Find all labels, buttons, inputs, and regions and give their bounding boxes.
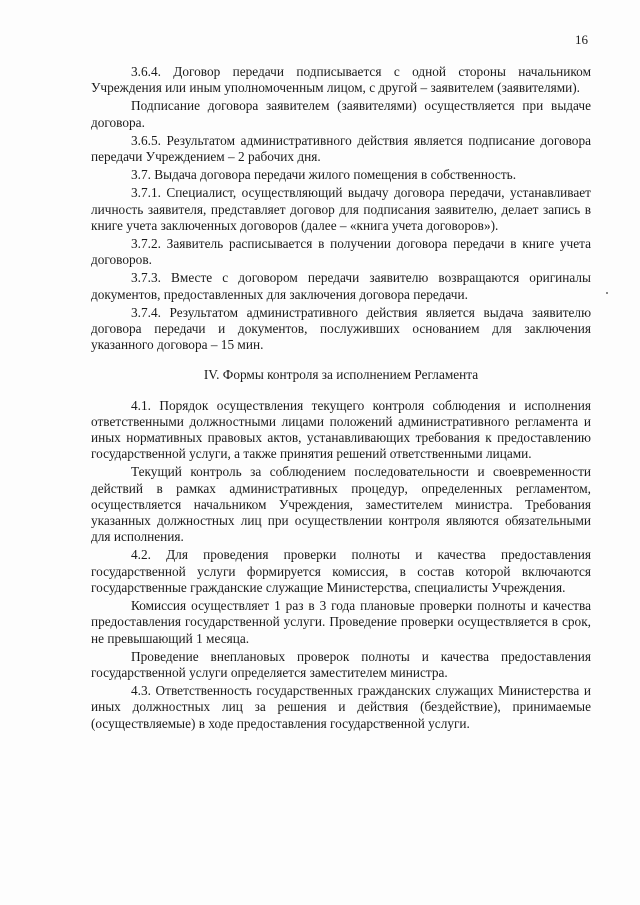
paragraph-3-7-4: 3.7.4. Результатом административного действия является выдача заявителю договора передачи и документов, послуживших основанием для заключения указанного договора – 15 мин.: [91, 304, 591, 353]
document-body: [91, 64, 591, 734]
paragraph-signing: Подписание договора заявителем (заявителями) осуществляется при выдаче договора.: [91, 98, 591, 130]
paragraph-3-6-5: 3.6.5. Результатом административного действия является подписание договора передачи Учреждением – 2 рабочих дня.: [91, 132, 591, 165]
paragraph-4-3: 4.3. Ответственность государственных гражданских служащих Министерства и иных должностных лиц за решения и действия (бездействие), принимаемые (осуществляемые) в ходе предоставления государственной услуги.: [91, 683, 591, 731]
paragraph-commission: Комиссия осуществляет 1 раз в 3 года плановые проверки полноты и качества предоставления государственной услуги. Проведение проверки осуществляется в срок, не превышающий 1 месяца.: [91, 598, 591, 646]
paragraph-3-7: 3.7. Выдача договора передачи жилого помещения в собственность.: [131, 167, 517, 183]
paragraph-unscheduled-checks: Проведение внеплановых проверок полноты и качества предоставления государственной услуги определяется заместителем министра.: [91, 648, 591, 680]
paragraph-3-6-4: 3.6.4. Договор передачи подписывается с одной стороны начальником Учреждения или иным уполномоченным лицом, с другой – заявителем (заявителями).: [91, 64, 591, 96]
page-number: 16: [575, 32, 588, 47]
paragraph-current-control: Текущий контроль за соблюдением последовательности и своевременности действий в рамках административных процедур, определенных регламентом, осуществляется начальником Учреждения, заместителем министра. Требования указанных должностных лиц при осуществлении контроля являются обязательными для исполнения.: [91, 464, 591, 545]
paragraph-3-7-2: 3.7.2. Заявитель расписывается в получении договора передачи в книге учета договоров.: [91, 236, 591, 268]
scan-speck: [606, 292, 608, 294]
paragraph-4-2: 4.2. Для проведения проверки полноты и качества предоставления государственной услуги формируется комиссия, в состав которой включаются государственные гражданские служащие Министерства, специалисты Учреждения.: [91, 547, 591, 595]
paragraph-3-7-1: 3.7.1. Специалист, осуществляющий выдачу договора передачи, устанавливает личность заявителя, представляет договор для подписания заявителю, делает запись в книге учета заключенных договоров (далее – «книга учета договоров»).: [91, 185, 591, 233]
paragraph-4-1: 4.1. Порядок осуществления текущего контроля соблюдения и исполнения ответственными должностными лицами положений административного регламента и иных нормативных правовых актов, устанавливающих требования к предоставлению государственной услуги, а также принятия решений ответственными лицами.: [91, 397, 591, 462]
section-heading: IV. Формы контроля за исполнением Регламента: [203, 367, 479, 383]
paragraph-3-7-3: 3.7.3. Вместе с договором передачи заявителю возвращаются оригиналы документов, предоставленных для заключения договора передачи.: [91, 270, 591, 302]
